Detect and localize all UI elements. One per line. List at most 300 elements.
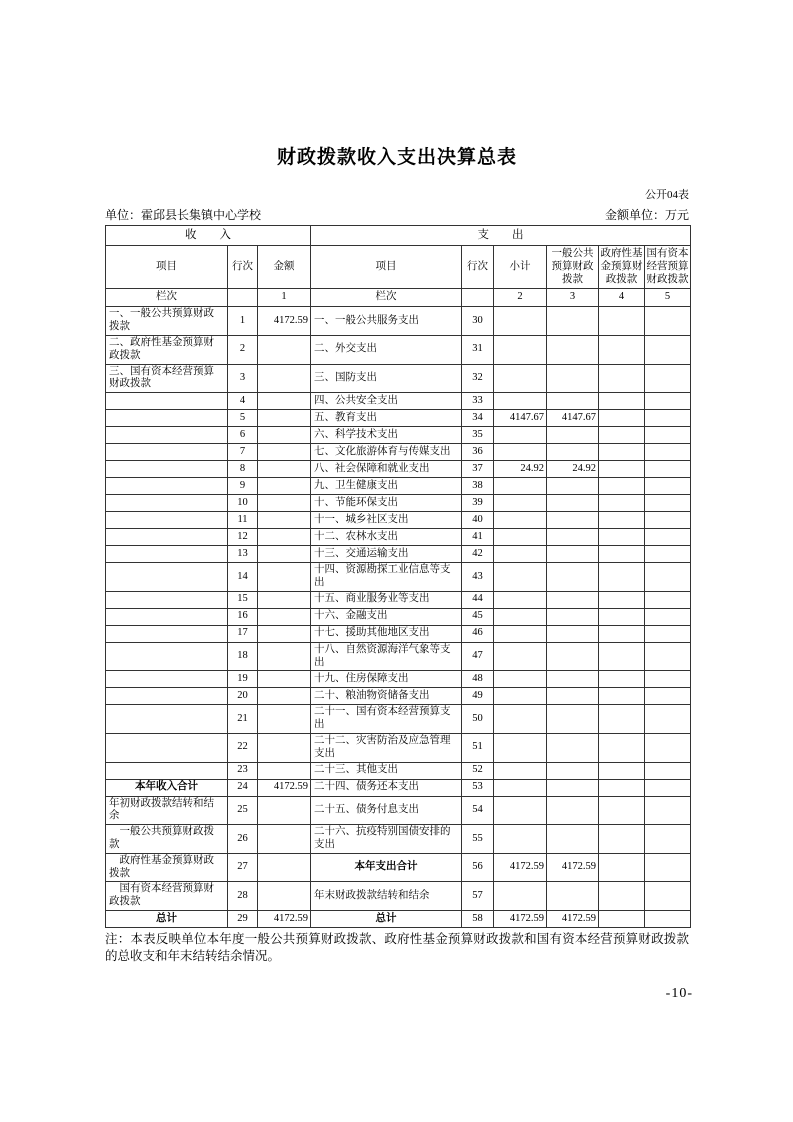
expense-state-capital-cell bbox=[645, 393, 691, 410]
expense-item-cell: 二十五、债务付息支出 bbox=[311, 796, 462, 825]
expense-general-budget-cell bbox=[547, 512, 599, 529]
expense-gov-fund-cell bbox=[599, 762, 645, 779]
expense-subtotal-cell bbox=[494, 625, 547, 642]
expense-state-capital-cell bbox=[645, 671, 691, 688]
expense-general-budget-cell bbox=[547, 642, 599, 671]
expense-item-cell: 一、一般公共服务支出 bbox=[311, 307, 462, 336]
expense-subtotal-cell bbox=[494, 364, 547, 393]
expense-subtotal-cell: 24.92 bbox=[494, 461, 547, 478]
expense-general-budget-header: 一般公共预算财政拨款 bbox=[547, 246, 599, 289]
expense-subtotal-cell bbox=[494, 546, 547, 563]
table-row bbox=[106, 427, 691, 444]
expense-item-cell: 九、卫生健康支出 bbox=[311, 478, 462, 495]
expense-gov-fund-cell bbox=[599, 671, 645, 688]
expense-item-header: 项目 bbox=[311, 246, 462, 289]
income-amount-cell: 4172.59 bbox=[258, 910, 311, 927]
income-item-cell bbox=[106, 393, 228, 410]
income-amount-cell bbox=[258, 882, 311, 911]
income-line-cell: 18 bbox=[228, 642, 258, 671]
expense-line-cell: 53 bbox=[462, 779, 494, 796]
expense-column-index-label: 栏次 bbox=[311, 289, 462, 307]
expense-subtotal-cell bbox=[494, 608, 547, 625]
expense-subtotal-cell bbox=[494, 307, 547, 336]
table-row bbox=[106, 733, 691, 762]
income-item-cell bbox=[106, 563, 228, 592]
column-index-5: 5 bbox=[645, 289, 691, 307]
income-amount-cell bbox=[258, 444, 311, 461]
income-amount-cell bbox=[258, 529, 311, 546]
income-item-header: 项目 bbox=[106, 246, 228, 289]
expense-line-cell: 41 bbox=[462, 529, 494, 546]
income-item-cell bbox=[106, 625, 228, 642]
income-column-index-label: 栏次 bbox=[106, 289, 228, 307]
income-line-cell: 25 bbox=[228, 796, 258, 825]
income-amount-cell bbox=[258, 705, 311, 734]
expense-item-cell: 二十四、债务还本支出 bbox=[311, 779, 462, 796]
expense-gov-fund-cell bbox=[599, 625, 645, 642]
expense-line-cell: 38 bbox=[462, 478, 494, 495]
table-row bbox=[106, 853, 691, 882]
expense-gov-fund-cell bbox=[599, 563, 645, 592]
expense-state-capital-header: 国有资本经营预算财政拨款 bbox=[645, 246, 691, 289]
expense-subtotal-cell bbox=[494, 427, 547, 444]
expense-state-capital-cell bbox=[645, 796, 691, 825]
expense-state-capital-cell bbox=[645, 625, 691, 642]
expense-state-capital-cell bbox=[645, 882, 691, 911]
table-row bbox=[106, 478, 691, 495]
income-item-cell: 政府性基金预算财政拨款 bbox=[106, 853, 228, 882]
section-header-row bbox=[106, 226, 691, 246]
expense-state-capital-cell bbox=[645, 705, 691, 734]
income-line-cell: 19 bbox=[228, 671, 258, 688]
expense-line-cell: 34 bbox=[462, 410, 494, 427]
expense-gov-fund-cell bbox=[599, 529, 645, 546]
expense-item-cell: 十九、住房保障支出 bbox=[311, 671, 462, 688]
expense-state-capital-cell bbox=[645, 762, 691, 779]
income-amount-cell bbox=[258, 625, 311, 642]
expense-subtotal-cell bbox=[494, 495, 547, 512]
expense-subtotal-cell bbox=[494, 335, 547, 364]
income-line-cell: 5 bbox=[228, 410, 258, 427]
table-row bbox=[106, 625, 691, 642]
income-line-cell: 28 bbox=[228, 882, 258, 911]
income-line-cell: 10 bbox=[228, 495, 258, 512]
table-row bbox=[106, 705, 691, 734]
table-row bbox=[106, 671, 691, 688]
income-amount-cell bbox=[258, 364, 311, 393]
expense-subtotal-cell bbox=[494, 762, 547, 779]
expense-state-capital-cell bbox=[645, 642, 691, 671]
table-row bbox=[106, 608, 691, 625]
expense-item-cell: 二、外交支出 bbox=[311, 335, 462, 364]
expense-state-capital-cell bbox=[645, 853, 691, 882]
expense-line-cell: 48 bbox=[462, 671, 494, 688]
expense-gov-fund-cell bbox=[599, 444, 645, 461]
expense-item-cell: 二十二、灾害防治及应急管理支出 bbox=[311, 733, 462, 762]
expense-state-capital-cell bbox=[645, 478, 691, 495]
income-line-cell: 26 bbox=[228, 825, 258, 854]
expense-gov-fund-cell bbox=[599, 495, 645, 512]
expense-general-budget-cell bbox=[547, 688, 599, 705]
income-line-header: 行次 bbox=[228, 246, 258, 289]
expense-line-cell: 39 bbox=[462, 495, 494, 512]
income-amount-cell bbox=[258, 671, 311, 688]
expense-line-cell: 58 bbox=[462, 910, 494, 927]
expense-general-budget-cell bbox=[547, 529, 599, 546]
income-item-cell: 国有资本经营预算财政拨款 bbox=[106, 882, 228, 911]
expense-line-cell: 32 bbox=[462, 364, 494, 393]
income-line-cell: 21 bbox=[228, 705, 258, 734]
expense-item-cell: 三、国防支出 bbox=[311, 364, 462, 393]
expense-gov-fund-cell bbox=[599, 307, 645, 336]
expense-gov-fund-cell bbox=[599, 825, 645, 854]
expense-subtotal-cell bbox=[494, 563, 547, 592]
income-item-cell bbox=[106, 495, 228, 512]
income-amount-cell bbox=[258, 335, 311, 364]
expense-line-cell: 55 bbox=[462, 825, 494, 854]
income-item-cell: 一、一般公共预算财政拨款 bbox=[106, 307, 228, 336]
expense-subtotal-cell bbox=[494, 529, 547, 546]
income-line-cell: 29 bbox=[228, 910, 258, 927]
expense-gov-fund-cell bbox=[599, 364, 645, 393]
expense-state-capital-cell bbox=[645, 825, 691, 854]
income-item-cell bbox=[106, 642, 228, 671]
income-line-cell: 15 bbox=[228, 591, 258, 608]
expense-line-cell: 40 bbox=[462, 512, 494, 529]
expense-state-capital-cell bbox=[645, 364, 691, 393]
income-amount-cell bbox=[258, 825, 311, 854]
expense-state-capital-cell bbox=[645, 688, 691, 705]
expense-line-cell: 50 bbox=[462, 705, 494, 734]
expense-general-budget-cell bbox=[547, 495, 599, 512]
expense-item-cell: 十四、资源勘探工业信息等支出 bbox=[311, 563, 462, 592]
income-line-cell: 24 bbox=[228, 779, 258, 796]
expense-state-capital-cell bbox=[645, 444, 691, 461]
column-index-2: 2 bbox=[494, 289, 547, 307]
expense-section-header: 支 出 bbox=[311, 226, 691, 246]
expense-gov-fund-cell bbox=[599, 410, 645, 427]
income-item-cell bbox=[106, 410, 228, 427]
expense-general-budget-cell bbox=[547, 335, 599, 364]
table-row bbox=[106, 364, 691, 393]
expense-line-cell: 42 bbox=[462, 546, 494, 563]
budget-table bbox=[105, 225, 691, 928]
expense-gov-fund-cell bbox=[599, 478, 645, 495]
expense-general-budget-cell bbox=[547, 733, 599, 762]
expense-item-cell: 二十一、国有资本经营预算支出 bbox=[311, 705, 462, 734]
column-index-row bbox=[106, 289, 691, 307]
income-line-cell: 11 bbox=[228, 512, 258, 529]
income-amount-cell bbox=[258, 427, 311, 444]
expense-gov-fund-cell bbox=[599, 461, 645, 478]
column-index-1: 1 bbox=[258, 289, 311, 307]
expense-line-cell: 47 bbox=[462, 642, 494, 671]
income-amount-cell bbox=[258, 512, 311, 529]
page-title: 财政拨款收入支出决算总表 bbox=[276, 147, 517, 168]
table-row bbox=[106, 335, 691, 364]
expense-subtotal-cell bbox=[494, 671, 547, 688]
income-line-cell: 12 bbox=[228, 529, 258, 546]
income-line-cell: 22 bbox=[228, 733, 258, 762]
form-label: 公开04表 bbox=[645, 189, 689, 201]
expense-subtotal-cell: 4172.59 bbox=[494, 853, 547, 882]
expense-line-cell: 49 bbox=[462, 688, 494, 705]
expense-gov-fund-cell bbox=[599, 796, 645, 825]
expense-general-budget-cell bbox=[547, 444, 599, 461]
expense-general-budget-cell bbox=[547, 546, 599, 563]
income-item-cell bbox=[106, 591, 228, 608]
table-row bbox=[106, 393, 691, 410]
expense-general-budget-cell: 24.92 bbox=[547, 461, 599, 478]
expense-state-capital-cell bbox=[645, 733, 691, 762]
expense-line-cell: 36 bbox=[462, 444, 494, 461]
table-row bbox=[106, 444, 691, 461]
expense-item-cell: 八、社会保障和就业支出 bbox=[311, 461, 462, 478]
expense-gov-fund-cell bbox=[599, 733, 645, 762]
blank-cell bbox=[228, 289, 258, 307]
expense-subtotal-cell bbox=[494, 591, 547, 608]
income-item-cell bbox=[106, 705, 228, 734]
income-item-cell: 总计 bbox=[106, 910, 228, 927]
table-row bbox=[106, 529, 691, 546]
expense-item-cell: 二十、粮油物资储备支出 bbox=[311, 688, 462, 705]
expense-subtotal-cell bbox=[494, 512, 547, 529]
income-amount-cell bbox=[258, 642, 311, 671]
expense-general-budget-cell: 4172.59 bbox=[547, 853, 599, 882]
income-line-cell: 3 bbox=[228, 364, 258, 393]
expense-line-cell: 57 bbox=[462, 882, 494, 911]
income-amount-cell bbox=[258, 563, 311, 592]
expense-line-cell: 37 bbox=[462, 461, 494, 478]
income-amount-cell bbox=[258, 478, 311, 495]
income-item-cell bbox=[106, 762, 228, 779]
expense-subtotal-cell: 4172.59 bbox=[494, 910, 547, 927]
income-line-cell: 2 bbox=[228, 335, 258, 364]
expense-subtotal-cell bbox=[494, 642, 547, 671]
expense-subtotal-cell: 4147.67 bbox=[494, 410, 547, 427]
table-row bbox=[106, 796, 691, 825]
expense-line-cell: 52 bbox=[462, 762, 494, 779]
income-amount-header: 金额 bbox=[258, 246, 311, 289]
expense-general-budget-cell bbox=[547, 762, 599, 779]
expense-line-cell: 51 bbox=[462, 733, 494, 762]
table-row bbox=[106, 307, 691, 336]
income-item-cell bbox=[106, 478, 228, 495]
table-row bbox=[106, 591, 691, 608]
income-item-cell bbox=[106, 444, 228, 461]
income-line-cell: 14 bbox=[228, 563, 258, 592]
income-line-cell: 16 bbox=[228, 608, 258, 625]
table-row bbox=[106, 910, 691, 927]
meta-row bbox=[105, 206, 689, 223]
income-item-cell: 本年收入合计 bbox=[106, 779, 228, 796]
income-line-cell: 1 bbox=[228, 307, 258, 336]
income-amount-cell bbox=[258, 688, 311, 705]
expense-item-cell: 五、教育支出 bbox=[311, 410, 462, 427]
expense-item-cell: 六、科学技术支出 bbox=[311, 427, 462, 444]
income-amount-cell bbox=[258, 410, 311, 427]
expense-state-capital-cell bbox=[645, 563, 691, 592]
expense-general-budget-cell bbox=[547, 563, 599, 592]
income-item-cell bbox=[106, 529, 228, 546]
expense-item-cell: 本年支出合计 bbox=[311, 853, 462, 882]
income-item-cell: 二、政府性基金预算财政拨款 bbox=[106, 335, 228, 364]
expense-state-capital-cell bbox=[645, 546, 691, 563]
income-item-cell: 一般公共预算财政拨款 bbox=[106, 825, 228, 854]
table-row bbox=[106, 495, 691, 512]
expense-gov-fund-cell bbox=[599, 591, 645, 608]
expense-state-capital-cell bbox=[645, 335, 691, 364]
expense-item-cell: 七、文化旅游体育与传媒支出 bbox=[311, 444, 462, 461]
expense-line-cell: 35 bbox=[462, 427, 494, 444]
income-item-cell bbox=[106, 671, 228, 688]
expense-state-capital-cell bbox=[645, 910, 691, 927]
expense-item-cell: 十六、金融支出 bbox=[311, 608, 462, 625]
expense-gov-fund-cell bbox=[599, 688, 645, 705]
expense-gov-fund-cell bbox=[599, 512, 645, 529]
expense-item-cell: 总计 bbox=[311, 910, 462, 927]
income-line-cell: 4 bbox=[228, 393, 258, 410]
expense-item-cell: 二十六、抗疫特别国债安排的支出 bbox=[311, 825, 462, 854]
income-item-cell bbox=[106, 546, 228, 563]
expense-subtotal-cell bbox=[494, 393, 547, 410]
expense-line-cell: 44 bbox=[462, 591, 494, 608]
expense-line-cell: 30 bbox=[462, 307, 494, 336]
income-amount-cell bbox=[258, 591, 311, 608]
income-item-cell: 年初财政拨款结转和结余 bbox=[106, 796, 228, 825]
table-row bbox=[106, 762, 691, 779]
expense-state-capital-cell bbox=[645, 591, 691, 608]
expense-subtotal-cell bbox=[494, 779, 547, 796]
income-section-header: 收 入 bbox=[106, 226, 311, 246]
table-row bbox=[106, 461, 691, 478]
expense-item-cell: 二十三、其他支出 bbox=[311, 762, 462, 779]
income-line-cell: 13 bbox=[228, 546, 258, 563]
expense-general-budget-cell bbox=[547, 364, 599, 393]
income-line-cell: 27 bbox=[228, 853, 258, 882]
expense-item-cell: 十七、援助其他地区支出 bbox=[311, 625, 462, 642]
expense-gov-fund-cell bbox=[599, 642, 645, 671]
income-amount-cell bbox=[258, 796, 311, 825]
income-line-cell: 6 bbox=[228, 427, 258, 444]
expense-general-budget-cell bbox=[547, 478, 599, 495]
expense-general-budget-cell bbox=[547, 427, 599, 444]
expense-subtotal-cell bbox=[494, 705, 547, 734]
income-line-cell: 20 bbox=[228, 688, 258, 705]
expense-general-budget-cell bbox=[547, 307, 599, 336]
expense-subtotal-cell bbox=[494, 882, 547, 911]
amount-unit-label: 金额单位：万元 bbox=[604, 208, 689, 222]
expense-gov-fund-cell bbox=[599, 393, 645, 410]
expense-gov-fund-cell bbox=[599, 853, 645, 882]
expense-state-capital-cell bbox=[645, 410, 691, 427]
income-item-cell bbox=[106, 461, 228, 478]
expense-gov-fund-cell bbox=[599, 882, 645, 911]
income-amount-cell bbox=[258, 853, 311, 882]
income-amount-cell: 4172.59 bbox=[258, 779, 311, 796]
expense-item-cell: 十二、农林水支出 bbox=[311, 529, 462, 546]
expense-gov-fund-cell bbox=[599, 705, 645, 734]
expense-item-cell: 十五、商业服务业等支出 bbox=[311, 591, 462, 608]
expense-general-budget-cell bbox=[547, 882, 599, 911]
expense-general-budget-cell: 4147.67 bbox=[547, 410, 599, 427]
expense-state-capital-cell bbox=[645, 427, 691, 444]
column-header-row bbox=[106, 246, 691, 289]
table-row bbox=[106, 825, 691, 854]
income-item-cell: 三、国有资本经营预算财政拨款 bbox=[106, 364, 228, 393]
expense-general-budget-cell bbox=[547, 796, 599, 825]
expense-state-capital-cell bbox=[645, 608, 691, 625]
expense-line-cell: 56 bbox=[462, 853, 494, 882]
table-row bbox=[106, 642, 691, 671]
income-amount-cell bbox=[258, 393, 311, 410]
income-amount-cell bbox=[258, 495, 311, 512]
expense-general-budget-cell bbox=[547, 591, 599, 608]
income-item-cell bbox=[106, 608, 228, 625]
expense-item-cell: 十三、交通运输支出 bbox=[311, 546, 462, 563]
expense-general-budget-cell bbox=[547, 393, 599, 410]
income-line-cell: 8 bbox=[228, 461, 258, 478]
expense-subtotal-cell bbox=[494, 478, 547, 495]
expense-subtotal-header: 小计 bbox=[494, 246, 547, 289]
expense-subtotal-cell bbox=[494, 825, 547, 854]
expense-gov-fund-cell bbox=[599, 910, 645, 927]
expense-general-budget-cell: 4172.59 bbox=[547, 910, 599, 927]
expense-item-cell: 四、公共安全支出 bbox=[311, 393, 462, 410]
expense-subtotal-cell bbox=[494, 444, 547, 461]
page-number: -10- bbox=[665, 986, 693, 1001]
income-item-cell bbox=[106, 512, 228, 529]
expense-gov-fund-cell bbox=[599, 779, 645, 796]
expense-gov-fund-header: 政府性基金预算财政拨款 bbox=[599, 246, 645, 289]
expense-gov-fund-cell bbox=[599, 427, 645, 444]
expense-line-cell: 45 bbox=[462, 608, 494, 625]
income-line-cell: 9 bbox=[228, 478, 258, 495]
expense-subtotal-cell bbox=[494, 733, 547, 762]
blank-cell bbox=[462, 289, 494, 307]
table-row bbox=[106, 563, 691, 592]
expense-item-cell: 十一、城乡社区支出 bbox=[311, 512, 462, 529]
expense-state-capital-cell bbox=[645, 495, 691, 512]
expense-general-budget-cell bbox=[547, 608, 599, 625]
expense-gov-fund-cell bbox=[599, 608, 645, 625]
column-index-4: 4 bbox=[599, 289, 645, 307]
income-line-cell: 7 bbox=[228, 444, 258, 461]
column-index-3: 3 bbox=[547, 289, 599, 307]
unit-label: 单位：霍邱县长集镇中心学校 bbox=[105, 208, 262, 222]
table-row bbox=[106, 410, 691, 427]
income-amount-cell: 4172.59 bbox=[258, 307, 311, 336]
expense-line-cell: 31 bbox=[462, 335, 494, 364]
expense-state-capital-cell bbox=[645, 307, 691, 336]
expense-state-capital-cell bbox=[645, 512, 691, 529]
income-item-cell bbox=[106, 427, 228, 444]
expense-item-cell: 年末财政拨款结转和结余 bbox=[311, 882, 462, 911]
expense-general-budget-cell bbox=[547, 779, 599, 796]
table-row bbox=[106, 688, 691, 705]
income-amount-cell bbox=[258, 762, 311, 779]
table-row bbox=[106, 512, 691, 529]
expense-general-budget-cell bbox=[547, 705, 599, 734]
footnote: 注：本表反映单位本年度一般公共预算财政拨款、政府性基金预算财政拨款和国有资本经营预算财政拨款的总收支和年末结转结余情况。 bbox=[105, 931, 689, 963]
income-item-cell bbox=[106, 733, 228, 762]
income-amount-cell bbox=[258, 461, 311, 478]
expense-general-budget-cell bbox=[547, 671, 599, 688]
expense-line-cell: 46 bbox=[462, 625, 494, 642]
expense-line-header: 行次 bbox=[462, 246, 494, 289]
expense-item-cell: 十八、自然资源海洋气象等支出 bbox=[311, 642, 462, 671]
income-item-cell bbox=[106, 688, 228, 705]
